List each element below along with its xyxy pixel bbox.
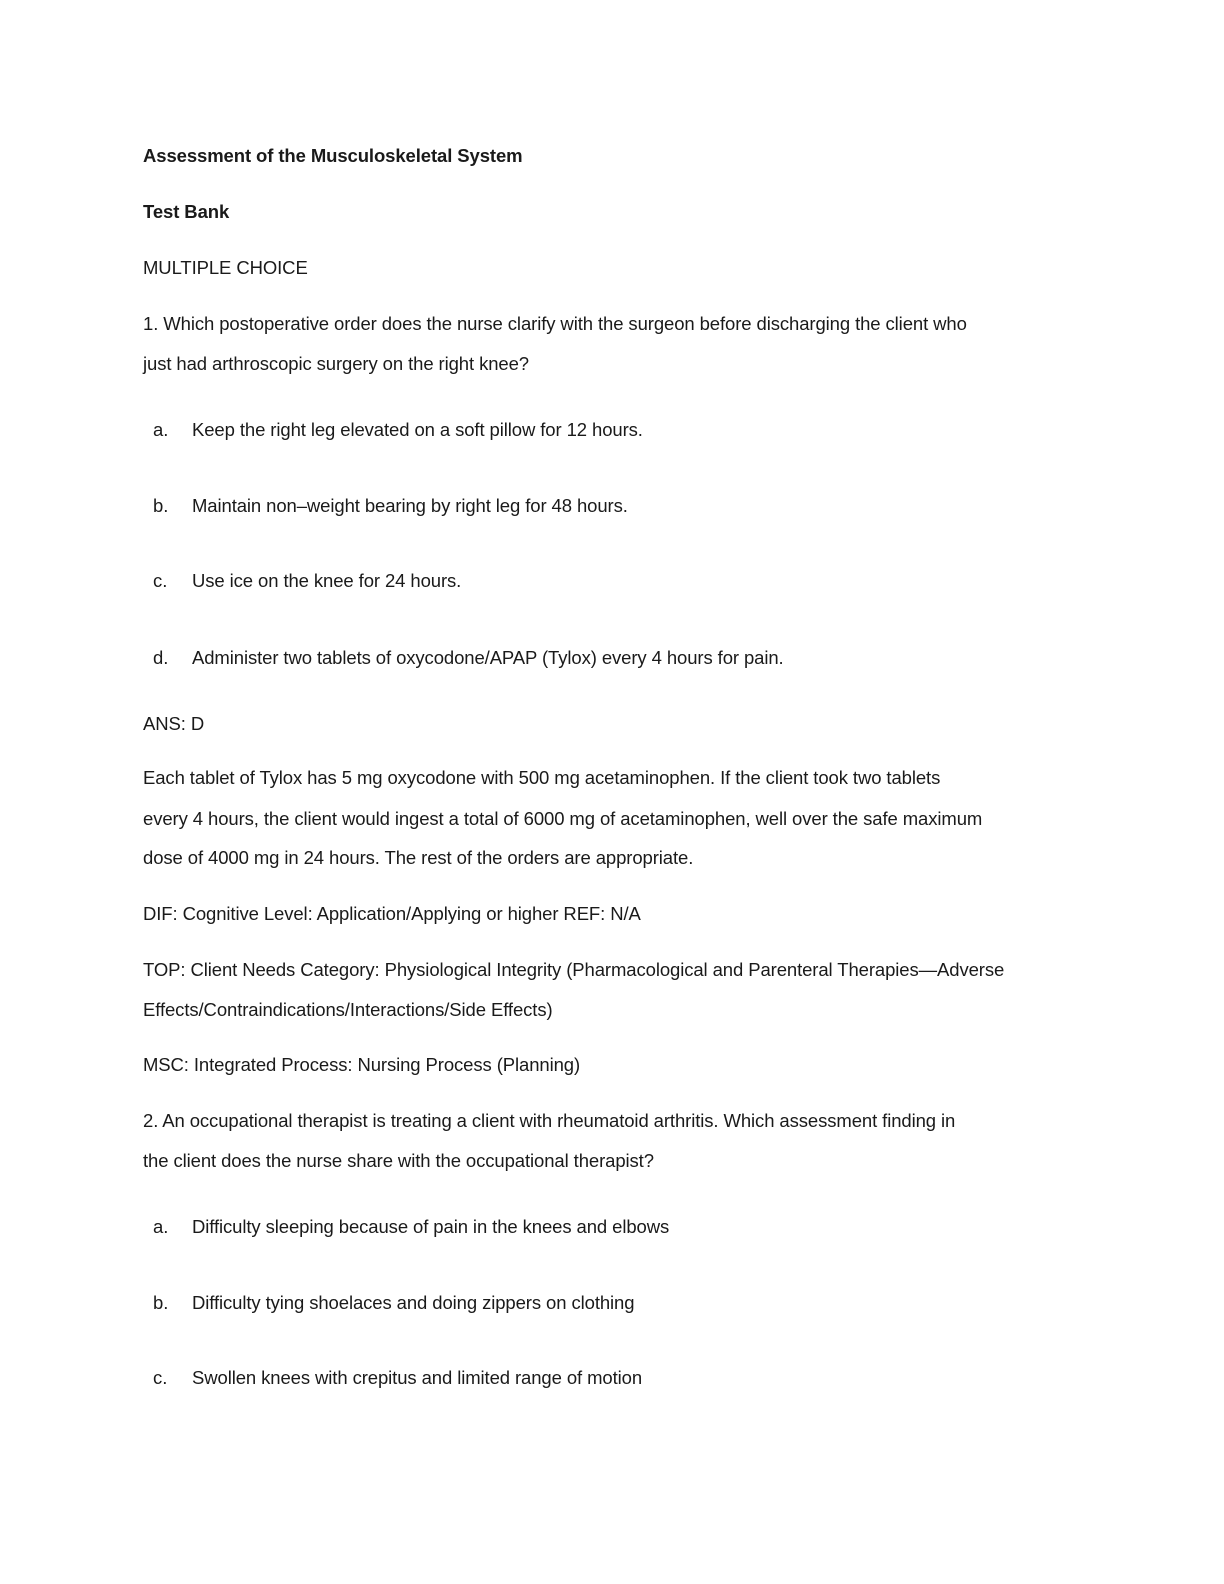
q2-option-a-letter: a.	[153, 1216, 169, 1237]
q1-rationale-line3: dose of 4000 mg in 24 hours. The rest of the orders are appropriate.	[143, 847, 694, 868]
q2-stem-line1: 2. An occupational therapist is treating a client with rheumatoid arthritis. Which assessment finding in	[143, 1110, 956, 1131]
q2-option-a-text: Difficulty sleeping because of pain in the knees and elbows	[192, 1216, 670, 1237]
q1-option-c-text: Use ice on the knee for 24 hours.	[192, 570, 462, 591]
q1-option-a-text: Keep the right leg elevated on a soft pillow for 12 hours.	[192, 419, 643, 440]
q1-msc: MSC: Integrated Process: Nursing Process (Planning)	[143, 1054, 581, 1075]
q1-option-b-letter: b.	[153, 495, 169, 516]
q1-answer: ANS: D	[143, 713, 205, 734]
q1-rationale-line1: Each tablet of Tylox has 5 mg oxycodone with 500 mg acetaminophen. If the client took two tablets	[143, 767, 941, 788]
q1-top-line1: TOP: Client Needs Category: Physiological Integrity (Pharmacological and Parenteral Therapies—Adverse	[143, 959, 1005, 980]
q2-stem-line2: the client does the nurse share with the occupational therapist?	[143, 1150, 654, 1171]
q1-rationale-line2: every 4 hours, the client would ingest a total of 6000 mg of acetaminophen, well over the safe maximum	[143, 808, 983, 829]
q2-option-c-text: Swollen knees with crepitus and limited range of motion	[192, 1367, 643, 1388]
q2-option-b-text: Difficulty tying shoelaces and doing zippers on clothing	[192, 1292, 635, 1313]
section-heading: MULTIPLE CHOICE	[143, 257, 308, 278]
q1-option-a-letter: a.	[153, 419, 169, 440]
q1-dif: DIF: Cognitive Level: Application/Applying or higher REF: N/A	[143, 903, 641, 924]
q2-option-b-letter: b.	[153, 1292, 169, 1313]
q2-option-c-letter: c.	[153, 1367, 168, 1388]
q1-stem-line2: just had arthroscopic surgery on the right knee?	[143, 353, 529, 374]
document-title: Assessment of the Musculoskeletal System	[143, 145, 523, 166]
q1-option-c-letter: c.	[153, 570, 168, 591]
document-subtitle: Test Bank	[143, 201, 230, 222]
q1-option-d-letter: d.	[153, 647, 169, 668]
q1-top-line2: Effects/Contraindications/Interactions/Side Effects)	[143, 999, 553, 1020]
q1-option-b-text: Maintain non–weight bearing by right leg for 48 hours.	[192, 495, 628, 516]
q1-stem-line1: 1. Which postoperative order does the nurse clarify with the surgeon before discharging the client who	[143, 313, 967, 334]
q1-option-d-text: Administer two tablets of oxycodone/APAP (Tylox) every 4 hours for pain.	[192, 647, 784, 668]
